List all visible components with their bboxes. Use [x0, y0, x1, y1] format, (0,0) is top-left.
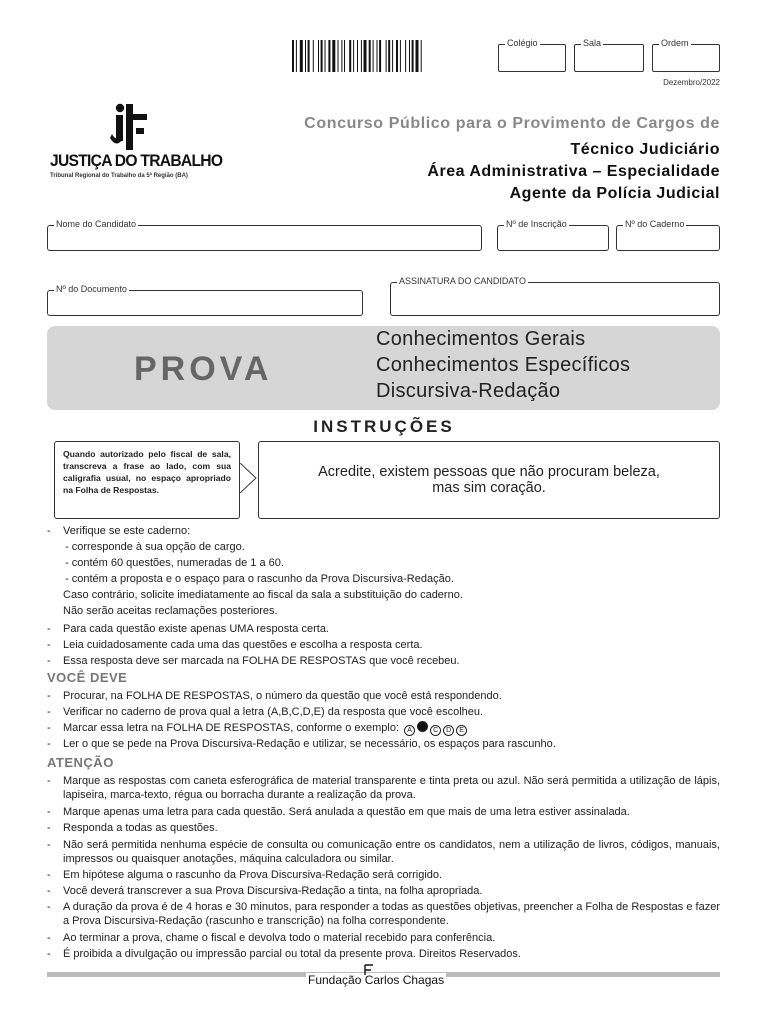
barcode-bar	[292, 40, 294, 72]
barcode-bar	[305, 40, 306, 72]
colegio-box[interactable]	[498, 38, 566, 72]
instrucoes-title: INSTRUÇÕES	[313, 417, 455, 436]
voce-deve-title: VOCÊ DEVE	[47, 670, 128, 685]
atencao-title: ATENÇÃO	[47, 755, 114, 770]
list-item: - Não será permitida nenhuma espécie de consulta ou comunicação entre os candidatos, nem a utilização de livros, códigos, manuais, impressos ou quaisquer anotações, máquina calculadora ou similar.	[47, 839, 720, 865]
barcode-bar	[313, 40, 314, 72]
barcode-bar	[405, 40, 406, 72]
barcode-bar	[386, 40, 387, 72]
barcode-bar	[308, 40, 310, 72]
prova-part-2: Conhecimentos Específicos	[376, 354, 631, 376]
barcode	[292, 40, 470, 72]
list-item: - Verifique se este caderno:	[47, 525, 191, 537]
barcode-bar	[300, 40, 303, 72]
sala-label: Sala	[583, 38, 602, 48]
nome-candidato-label: Nome do Candidato	[56, 219, 137, 229]
phrase-line-1: Acredite, existem pessoas que não procuram beleza,	[318, 464, 660, 480]
barcode-bar	[338, 40, 339, 72]
barcode-bar	[373, 40, 374, 72]
justica-do-trabalho-logo-icon	[106, 102, 152, 152]
prova-title: PROVA	[134, 350, 273, 388]
list-item: - Responda a todas as questões.	[47, 822, 218, 834]
list-item: - Você deverá transcrever a sua Prova Discursiva-Redação a tinta, na folha apropriada.	[47, 885, 483, 897]
phrase-line-2: mas sim coração.	[432, 480, 546, 496]
arrow-right-icon	[240, 463, 258, 493]
list-item: - Verificar no caderno de prova qual a letra (A,B,C,D,E) da resposta que você escolheu.	[47, 706, 484, 718]
bubble-a: A	[404, 725, 415, 736]
assinatura-label: ASSINATURA DO CANDIDATO	[399, 276, 527, 286]
caderno-field[interactable]	[616, 219, 720, 251]
barcode-bar	[361, 40, 362, 72]
barcode-bar	[349, 40, 351, 72]
barcode-bar	[392, 40, 393, 72]
list-item: - Marque as respostas com caneta esferográfica de material transparente e tinta preta ou azul. Não será permitida a utilização de lápis, lapiseira, marca-texto, régua ou borracha durante a realização da prova.	[47, 775, 720, 801]
list-item: Caso contrário, solicite imediatamente ao fiscal da sala a substituição do caderno.	[63, 589, 463, 601]
bubble-b-filled	[417, 721, 428, 732]
list-item: - Essa resposta deve ser marcada na FOLHA DE RESPOSTAS que você recebeu.	[47, 655, 460, 667]
list-item: - Em hipótese alguma o rascunho da Prova Discursiva-Redação será corrigido.	[47, 869, 443, 881]
list-item: - Marcar essa letra na FOLHA DE RESPOSTAS, conforme o exemplo: A C D E	[47, 721, 720, 736]
barcode-bar	[318, 40, 319, 72]
list-item: - contém 60 questões, numeradas de 1 a 60.	[65, 557, 284, 569]
barcode-bar	[321, 40, 323, 72]
colegio-label: Colégio	[507, 38, 538, 48]
list-item: - corresponde à sua opção de cargo.	[65, 541, 245, 553]
ordem-box[interactable]	[652, 38, 720, 72]
assinatura-field[interactable]	[390, 276, 720, 316]
barcode-bar	[357, 40, 358, 72]
concurso-heading: Concurso Público para o Provimento de Cargos de	[304, 115, 720, 132]
list-item: - Ler o que se pede na Prova Discursiva-Redação e utilizar, se necessário, os espaços para rascunho.	[47, 738, 556, 750]
barcode-bar	[353, 40, 354, 72]
list-item: - Para cada questão existe apenas UMA resposta certa.	[47, 623, 329, 635]
barcode-bar	[328, 40, 330, 72]
barcode-bar	[400, 40, 401, 72]
exam-date: Dezembro/2022	[663, 78, 720, 87]
barcode-bar	[332, 40, 335, 72]
list-item: - Procurar, na FOLHA DE RESPOSTAS, o número da questão que você está respondendo.	[47, 690, 502, 702]
transcription-note: Quando autorizado pelo fiscal de sala, transcreva a frase ao lado, com sua caligrafia usual, no espaço apropriado na Folha de Respostas.	[54, 441, 240, 519]
cargo-line-2: Área Administrativa – Especialidade	[427, 163, 720, 180]
sala-box[interactable]	[574, 38, 644, 72]
documento-field[interactable]	[47, 284, 363, 316]
nome-candidato-field[interactable]	[47, 219, 482, 251]
list-item: - contém a proposta e o espaço para o rascunho da Prova Discursiva-Redação.	[65, 573, 454, 585]
barcode-bar	[364, 40, 367, 72]
list-item: - Ao terminar a prova, chame o fiscal e devolva todo o material recebido para conferência.	[47, 932, 496, 944]
prova-part-3: Discursiva-Redação	[376, 380, 561, 402]
inscricao-label: Nº de Inscrição	[506, 219, 567, 229]
list-item: Não serão aceitas reclamações posteriores.	[63, 605, 278, 617]
inscricao-field[interactable]	[497, 219, 609, 251]
bubble-c: C	[430, 725, 441, 736]
barcode-bar	[388, 40, 390, 72]
list-item: - Marque apenas uma letra para cada questão. Será anulada a questão em que mais de uma letra estiver assinalada.	[47, 806, 630, 818]
fcc-brand: Fundação Carlos Chagas	[308, 973, 445, 987]
documento-label: Nº do Documento	[56, 284, 127, 294]
bubble-d: D	[443, 725, 454, 736]
barcode-bar	[341, 40, 342, 72]
barcode-bar	[344, 40, 345, 72]
barcode-bar	[379, 40, 381, 72]
fcc-logo-icon	[362, 963, 376, 977]
barcode-bar	[377, 40, 378, 72]
list-item: - É proibida a divulgação ou impressão parcial ou total da presente prova. Direitos Reservados.	[47, 948, 521, 960]
cargo-line-3: Agente da Polícia Judicial	[509, 185, 720, 202]
transcription-phrase-box	[258, 441, 720, 519]
barcode-bar	[325, 40, 326, 72]
caderno-label: Nº do Caderno	[625, 219, 685, 229]
list-item: - Leia cuidadosamente cada uma das questões e escolha a resposta certa.	[47, 639, 423, 651]
list-item: - A duração da prova é de 4 horas e 30 minutos, para responder a todas as questões objetivas, preencher a Folha de Respostas e fazer a Prova Discursiva-Redação (rascunho e transcrição) na folha correspondente.	[47, 901, 720, 927]
logo-title: JUSTIÇA DO TRABALHO	[50, 151, 223, 170]
ordem-label: Ordem	[661, 38, 689, 48]
cargo-line-1: Técnico Judiciário	[570, 141, 720, 158]
logo-subtitle: Tribunal Regional do Trabalho da 5ª Região (BA)	[50, 173, 188, 179]
barcode-bar	[416, 40, 419, 72]
barcode-bar	[369, 40, 371, 72]
barcode-bar	[412, 40, 414, 72]
bubble-e: E	[456, 725, 467, 736]
barcode-bar	[296, 40, 297, 72]
barcode-bar	[396, 40, 398, 72]
barcode-bar	[409, 40, 410, 72]
barcode-bar	[421, 40, 422, 72]
prova-part-1: Conhecimentos Gerais	[376, 328, 586, 350]
